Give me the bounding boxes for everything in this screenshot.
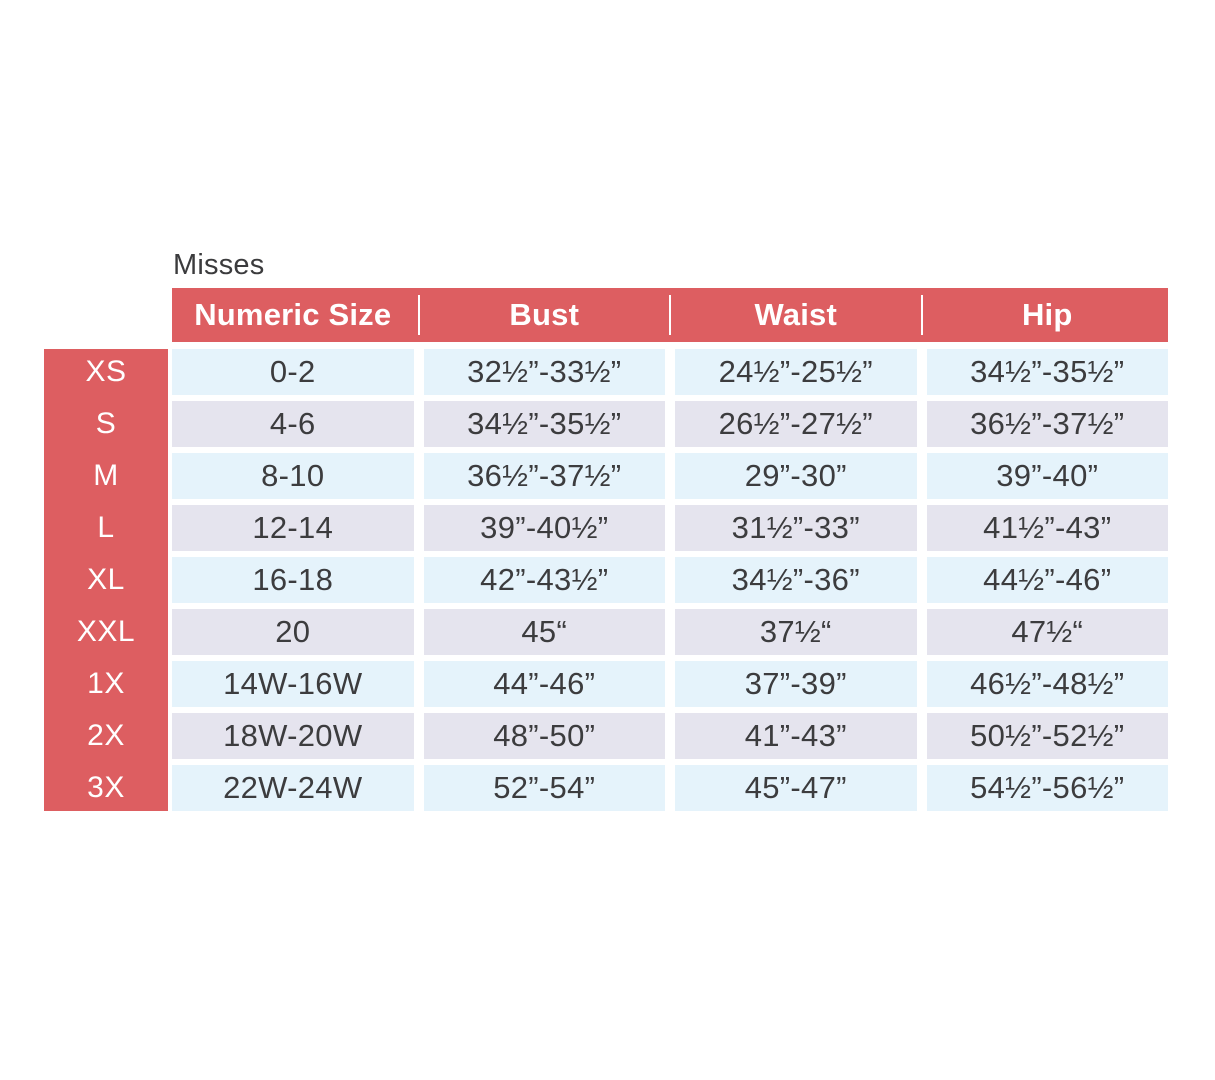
column-header-bust: Bust [509,297,580,332]
header-separator [418,295,420,335]
size-row-label: M [93,459,119,492]
table-header-row [172,288,1168,342]
cell-numeric-size: 20 [172,609,414,655]
cell-numeric-size: 0-2 [172,349,414,395]
chart-title: Misses [173,249,265,281]
cell-numeric-size: 14W-16W [172,661,414,707]
header-separator [669,295,671,335]
cell-waist: 37”-39” [675,661,917,707]
size-chart [44,251,1168,811]
cell-numeric-size: 18W-20W [172,713,414,759]
cell-hip: 50½”-52½” [927,713,1169,759]
table-row-l [172,505,1168,551]
table-row-xs [172,349,1168,395]
cell-waist: 31½”-33” [675,505,917,551]
size-table [172,288,1168,811]
cell-bust: 45“ [424,609,666,655]
cell-waist: 34½”-36” [675,557,917,603]
cell-bust: 34½”-35½” [424,401,666,447]
cell-hip: 36½”-37½” [927,401,1169,447]
column-header-waist: Waist [754,297,838,332]
cell-waist: 41”-43” [675,713,917,759]
size-row-label: 2X [87,719,125,752]
cell-numeric-size: 8-10 [172,453,414,499]
cell-bust: 48”-50” [424,713,666,759]
cell-bust: 39”-40½” [424,505,666,551]
cell-hip: 46½”-48½” [927,661,1169,707]
cell-waist: 29”-30” [675,453,917,499]
table-row-s [172,401,1168,447]
size-label-column [44,349,168,811]
cell-bust: 52”-54” [424,765,666,811]
table-row-xxl [172,609,1168,655]
table-row-xl [172,557,1168,603]
column-header-numeric-size: Numeric Size [194,297,392,332]
cell-waist: 24½”-25½” [675,349,917,395]
cell-numeric-size: 22W-24W [172,765,414,811]
size-row-label: L [97,511,115,544]
table-row-1x [172,661,1168,707]
cell-hip: 44½”-46” [927,557,1169,603]
size-row-label: XS [85,355,127,388]
header-separator [921,295,923,335]
cell-hip: 34½”-35½” [927,349,1169,395]
size-row-label: XL [87,563,125,596]
cell-waist: 26½”-27½” [675,401,917,447]
size-row-label: S [95,407,117,440]
cell-numeric-size: 16-18 [172,557,414,603]
cell-bust: 42”-43½” [424,557,666,603]
cell-hip: 39”-40” [927,453,1169,499]
size-row-label: 1X [87,667,125,700]
cell-bust: 44”-46” [424,661,666,707]
cell-hip: 54½”-56½” [927,765,1169,811]
size-chart-layout [44,288,1168,811]
cell-hip: 47½“ [927,609,1169,655]
table-row-2x [172,713,1168,759]
cell-bust: 36½”-37½” [424,453,666,499]
table-row-3x [172,765,1168,811]
size-row-label: XXL [76,615,136,648]
cell-waist: 37½“ [675,609,917,655]
table-row-m [172,453,1168,499]
cell-waist: 45”-47” [675,765,917,811]
cell-hip: 41½”-43” [927,505,1169,551]
size-row-label: 3X [87,771,125,804]
column-header-hip: Hip [1021,297,1073,332]
cell-numeric-size: 4-6 [172,401,414,447]
cell-bust: 32½”-33½” [424,349,666,395]
cell-numeric-size: 12-14 [172,505,414,551]
